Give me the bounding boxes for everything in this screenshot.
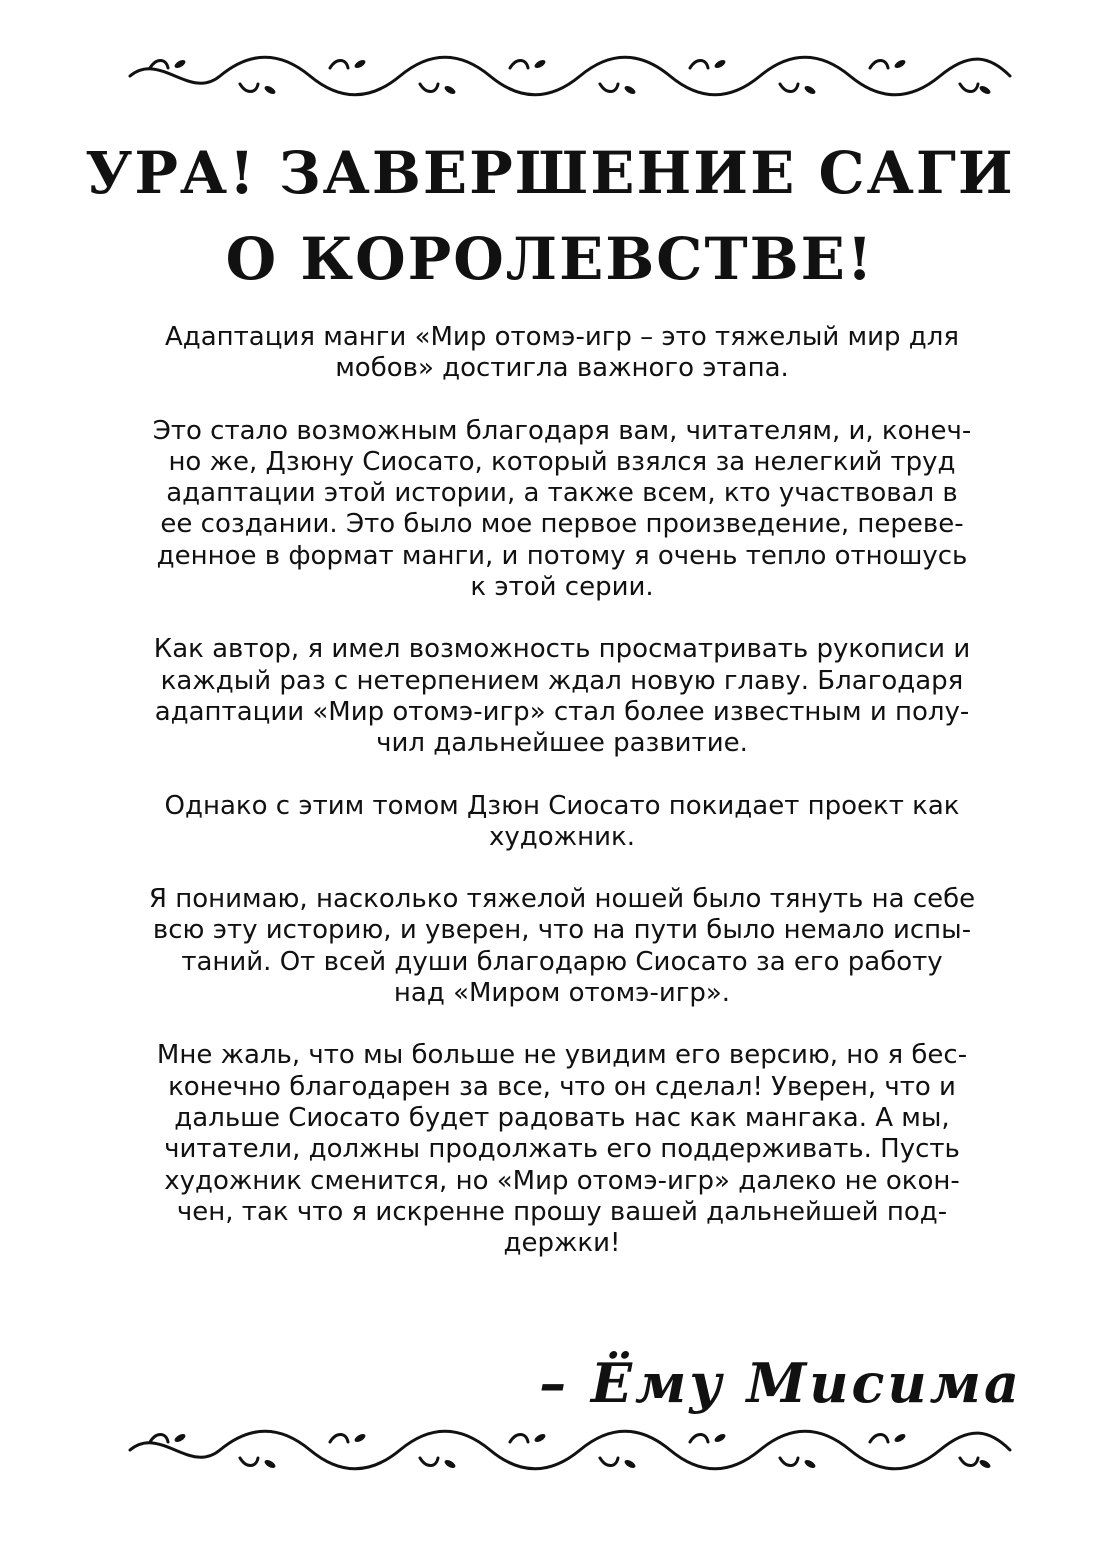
paragraph-3 [112,634,1012,759]
text-line: Я понимаю, насколько тяжелой ношей было тянуть на себе [148,884,976,915]
text-line: над «Миром отомэ-игр». [393,978,731,1009]
text-line: к этой серии. [470,572,654,603]
text-line: конечно благодарен за все, что он сделал! Уверен, что и [168,1071,956,1102]
text-line: художник. [489,821,635,852]
vine-ornament-icon [120,46,1020,106]
text-line: дальше Сиосато будет радовать нас как мангака. А мы, [174,1102,950,1133]
text-line: мобов» достигла важного этапа. [335,353,789,384]
author-signature: – Ёму Мисима [539,1351,1022,1415]
paragraph-4 [112,791,1012,854]
text-line: таний. От всей души благодарю Сиосато за его работу [181,946,943,977]
text-line: денное в формат манги, и потому я очень тепло отношусь [156,540,968,571]
text-line: адаптации «Мир отомэ-игр» стал более известным и полу- [154,696,970,727]
ornamental-border-bottom [120,1420,1020,1480]
text-line: ее создании. Это было мое первое произведение, переве- [160,509,964,540]
paragraph-1 [112,322,1012,385]
text-line: художник сменится, но «Мир отомэ-игр» далеко не окон- [164,1165,960,1196]
afterword-body [112,322,1012,1290]
title-line-1: УРА! ЗАВЕРШЕНИЕ САГИ [85,139,1015,207]
text-line: чил дальнейшее развитие. [376,728,748,759]
paragraph-6 [112,1040,1012,1259]
paragraph-5 [112,884,1012,1009]
vine-ornament-icon [120,1420,1020,1480]
text-line: всю эту историю, и уверен, что на пути было немало испы- [152,915,972,946]
text-line: Это стало возможным благодаря вам, читателям, и, конеч- [152,415,972,446]
text-line: держки! [503,1228,621,1259]
page-title [60,130,1040,302]
text-line: Мне жаль, что мы больше не увидим его версию, но я бес- [156,1040,968,1071]
title-line-2: О КОРОЛЕВСТВЕ! [225,225,875,293]
text-line: Однако с этим томом Дзюн Сиосато покидает проект как [164,790,960,821]
text-line: чен, так что я искренне прошу вашей дальнейшей под- [176,1196,948,1227]
text-line: Адаптация манги «Мир отомэ-игр – это тяжелый мир для [164,322,960,352]
ornamental-border-top [120,46,1020,106]
paragraph-2 [112,416,1012,604]
text-line: но же, Дзюну Сиосато, который взялся за нелегкий труд [168,446,956,477]
text-line: каждый раз с нетерпением ждал новую главу. Благодаря [160,665,964,696]
text-line: адаптации этой истории, а также всем, кто участвовал в [166,478,958,509]
text-line: читатели, должны продолжать его поддерживать. Пусть [164,1134,960,1165]
text-line: Как автор, я имел возможность просматривать рукописи и [153,634,971,665]
